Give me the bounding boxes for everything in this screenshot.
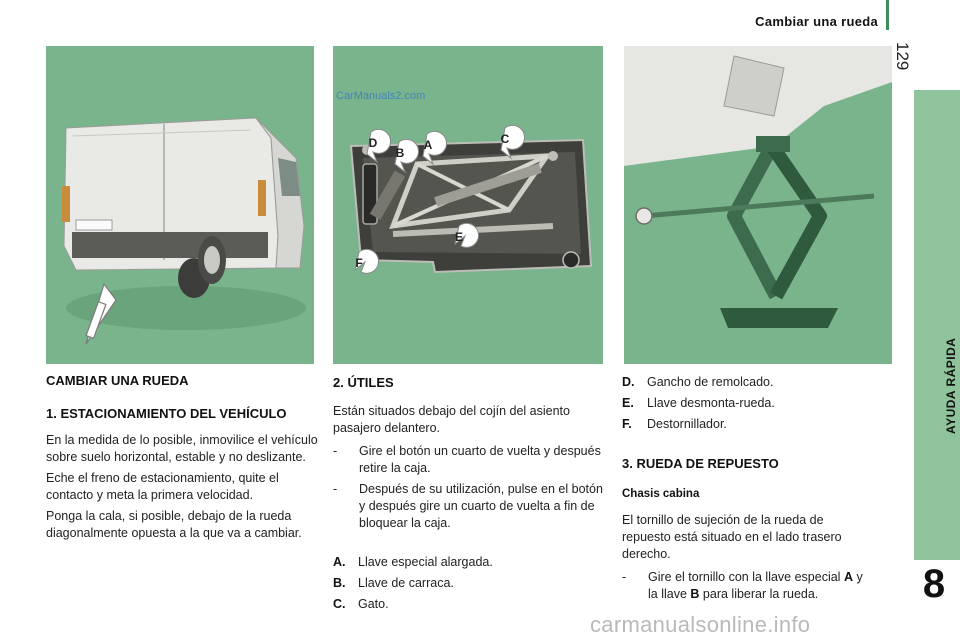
bullet-part: Gire el tornillo con la llave especial bbox=[648, 570, 841, 584]
van-rear-illustration bbox=[46, 46, 314, 364]
bullet-part: y la llave bbox=[648, 570, 863, 601]
bullet-text: Gire el botón un cuarto de vuelta y después retire la caja. bbox=[359, 444, 601, 475]
callout-label-B: B bbox=[395, 146, 405, 160]
list-item bbox=[622, 569, 872, 603]
header-accent-bar bbox=[886, 0, 889, 30]
paragraph: El tornillo de sujeción de la rueda de repuesto está situado en el lado trasero derecho. bbox=[622, 513, 842, 561]
bullet-dash: - bbox=[333, 482, 338, 496]
spacer bbox=[333, 536, 605, 554]
callout-label-C: C bbox=[500, 132, 510, 146]
column-tools bbox=[333, 374, 605, 617]
legend-text: Gancho de remolcado. bbox=[647, 375, 774, 389]
section-1-title: 1. ESTACIONAMIENTO DEL VEHÍCULO bbox=[46, 406, 287, 421]
legend-item-f bbox=[622, 416, 872, 433]
paragraph: Eche el freno de estacionamiento, quite el contacto y meta la primera velocidad. bbox=[46, 471, 279, 502]
legend-item-b bbox=[333, 575, 605, 592]
ref-key: A bbox=[843, 570, 853, 584]
legend-key: A. bbox=[333, 555, 346, 569]
paragraph: Ponga la cala, si posible, debajo de la rueda diagonalmente opuesta a la que va a cambiar. bbox=[46, 509, 302, 540]
callout-label-E: E bbox=[454, 230, 463, 244]
legend-key: C. bbox=[333, 597, 346, 611]
callout-label-F: F bbox=[355, 256, 363, 270]
section-2-title: 2. ÚTILES bbox=[333, 375, 394, 390]
legend-text: Llave desmonta-rueda. bbox=[647, 396, 775, 410]
bullet-text: Después de su utilización, pulse en el botón y después gire un cuarto de vuelta a fin de bloquear la caja. bbox=[359, 482, 603, 530]
chapter-number: 8 bbox=[922, 562, 946, 606]
legend-item-a bbox=[333, 554, 605, 571]
bullet-text bbox=[648, 569, 872, 603]
legend-key: E. bbox=[622, 396, 634, 410]
bullet-dash: - bbox=[622, 570, 627, 584]
paragraph: En la medida de lo posible, inmovilice el vehículo sobre suelo horizontal, estable y no deslizante. bbox=[46, 433, 318, 464]
legend-text: Gato. bbox=[358, 597, 389, 611]
watermark-carmanualsonline: carmanualsonline.info bbox=[590, 612, 811, 637]
legend-text: Llave de carraca. bbox=[358, 576, 454, 590]
page-header-title: Cambiar una rueda bbox=[755, 14, 878, 29]
column-parking bbox=[46, 372, 318, 546]
column-spare-wheel bbox=[622, 374, 872, 607]
legend-item-e bbox=[622, 395, 872, 412]
legend-item-c bbox=[333, 596, 605, 613]
callout-label-D: D bbox=[368, 136, 378, 150]
legend-key: F. bbox=[622, 417, 632, 431]
list-item bbox=[333, 443, 605, 477]
watermark-carmanuals2: CarManuals2.com bbox=[336, 90, 426, 102]
legend-item-d bbox=[622, 374, 872, 391]
chapter-tab-label: AYUDA RÁPIDA bbox=[944, 337, 958, 434]
legend-text: Destornillador. bbox=[647, 417, 727, 431]
callout-label-A: A bbox=[423, 138, 433, 152]
subsection-title: Chasis cabina bbox=[622, 488, 700, 500]
legend-key: B. bbox=[333, 576, 346, 590]
main-title: CAMBIAR UNA RUEDA bbox=[46, 373, 189, 388]
list-item bbox=[333, 481, 605, 532]
section-3-title: 3. RUEDA DE REPUESTO bbox=[622, 456, 779, 471]
bullet-dash: - bbox=[333, 444, 338, 458]
jack-illustration bbox=[624, 46, 892, 364]
legend-text: Llave especial alargada. bbox=[358, 555, 493, 569]
legend-key: D. bbox=[622, 375, 635, 389]
bullet-part: para liberar la rueda. bbox=[702, 587, 819, 601]
page-number: 129 bbox=[893, 42, 912, 71]
ref-key: B bbox=[690, 587, 700, 601]
tools-intro: Están situados debajo del cojín del asiento pasajero delantero. bbox=[333, 404, 570, 435]
